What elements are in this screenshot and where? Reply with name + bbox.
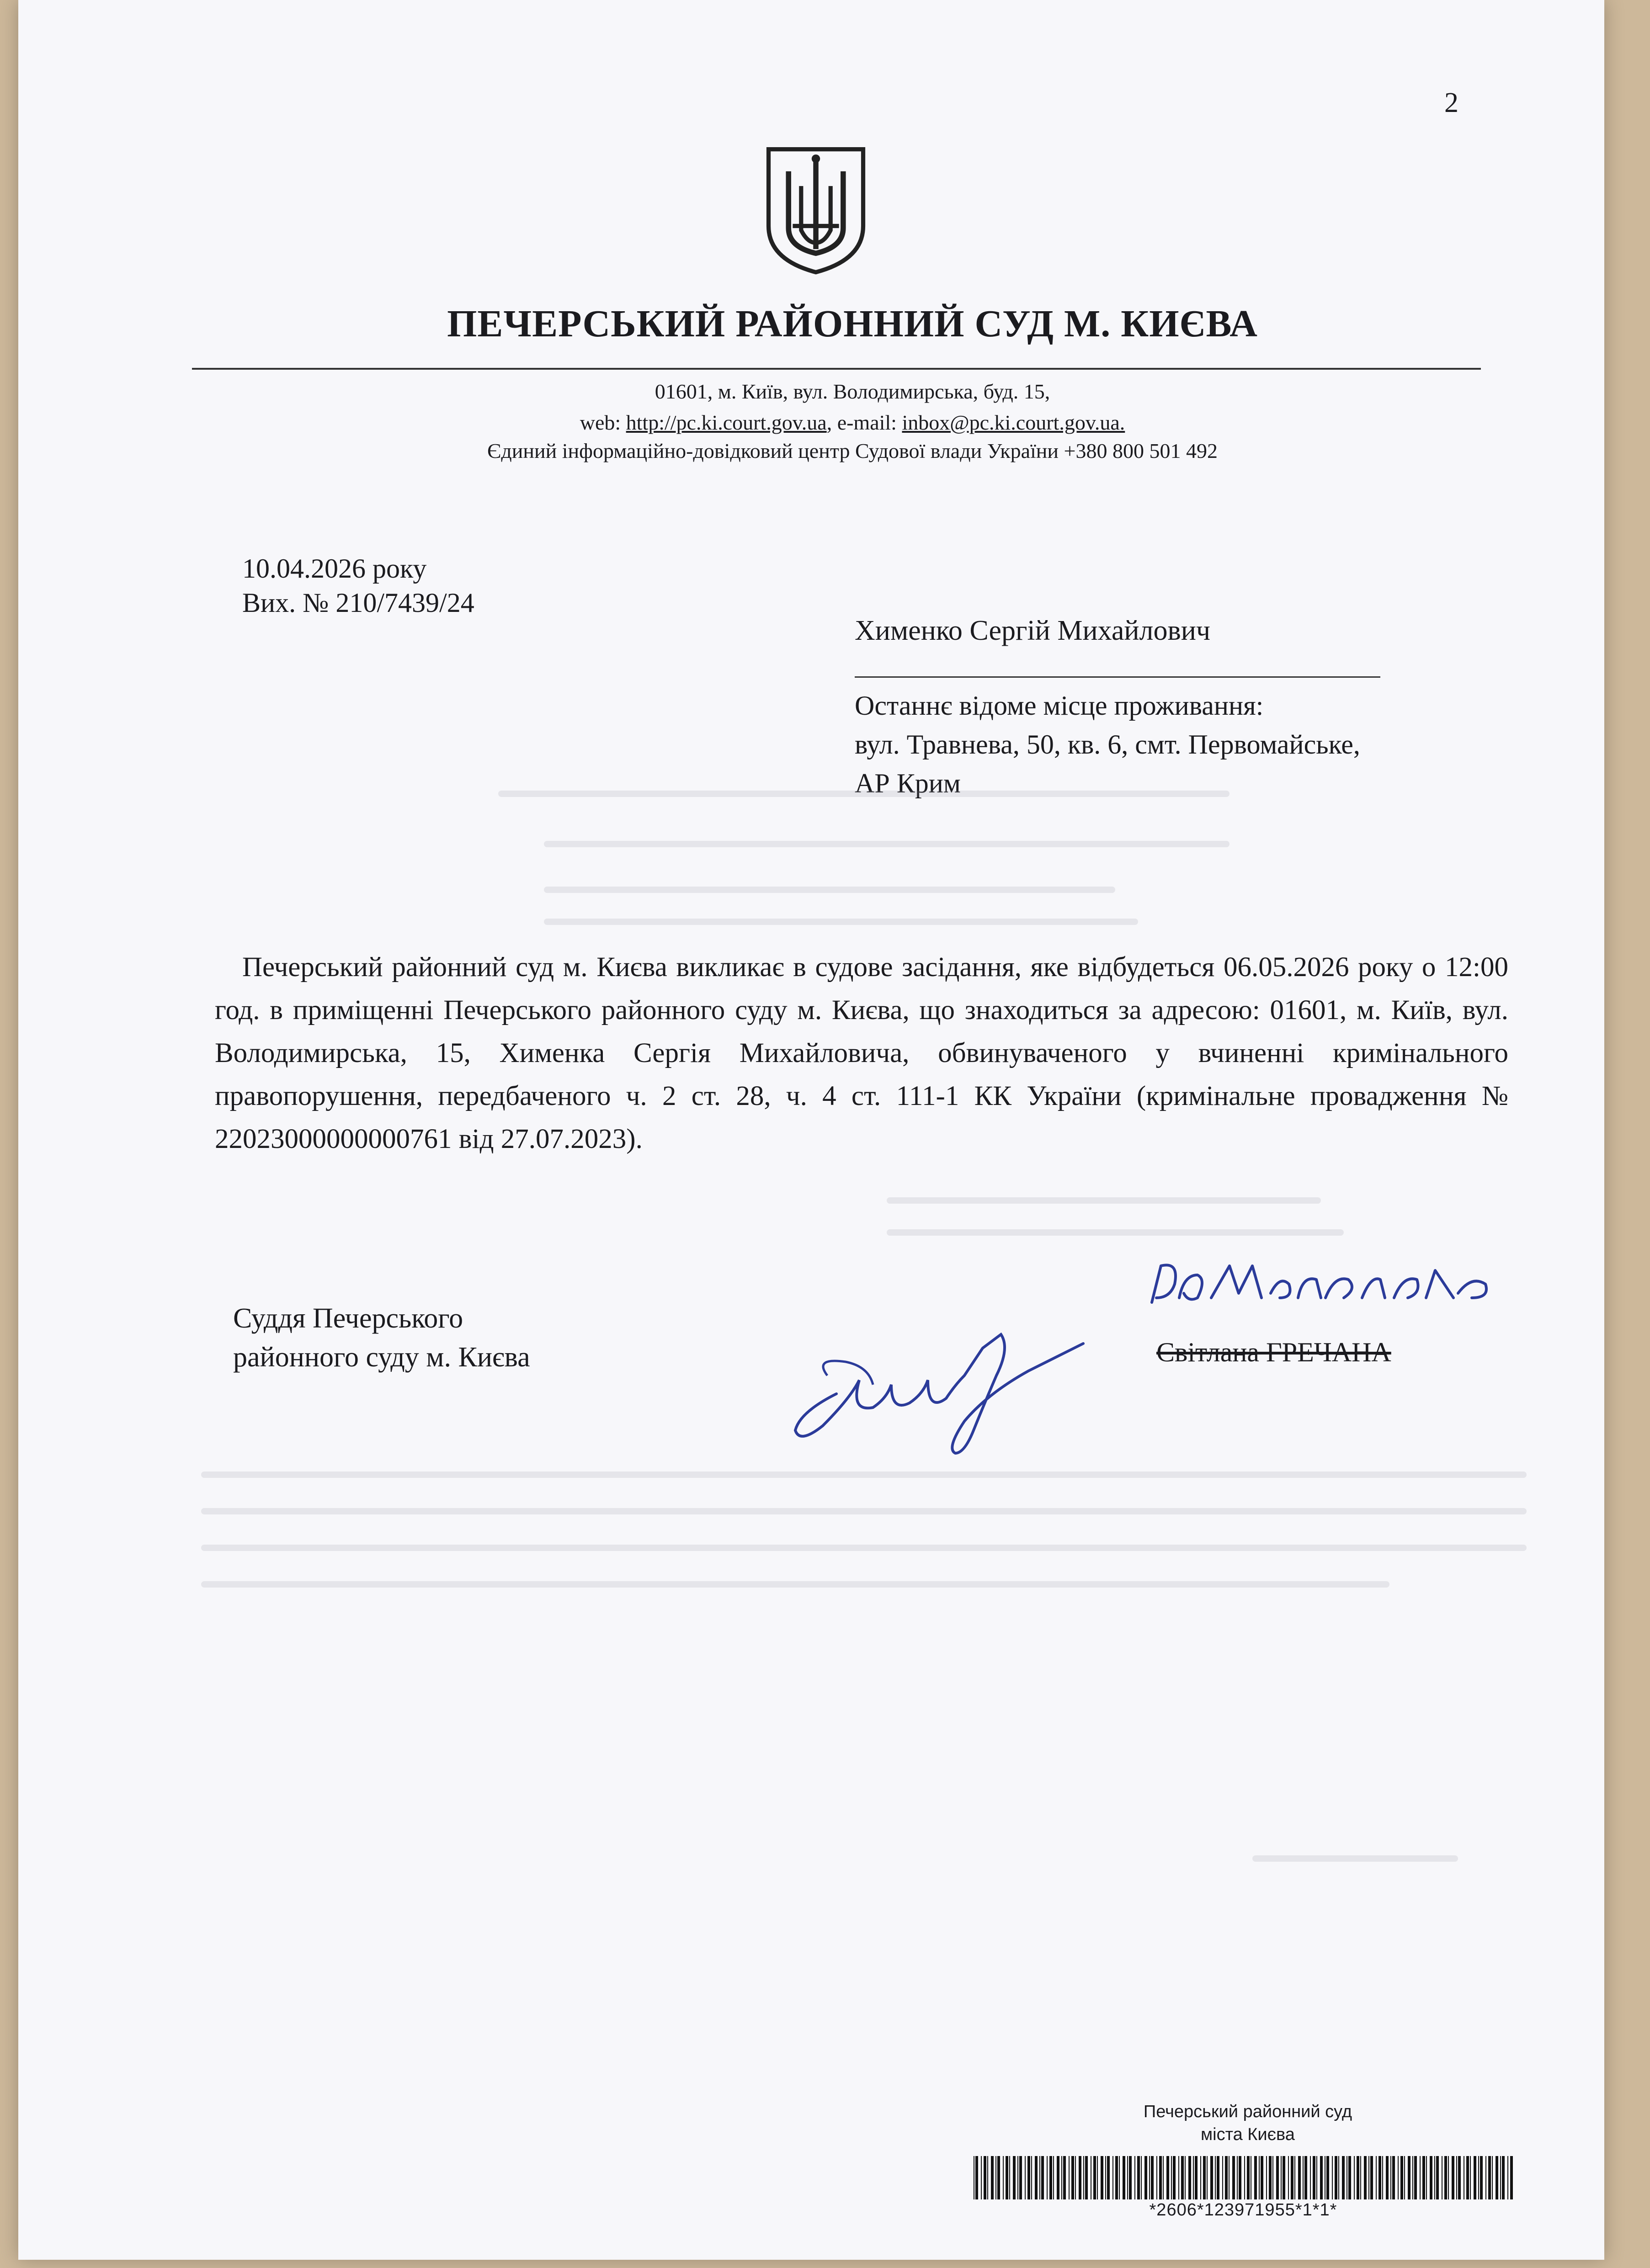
barcode-bar xyxy=(1181,2156,1184,2199)
barcode xyxy=(974,2156,1513,2199)
barcode-bar xyxy=(1049,2156,1052,2199)
bleed-through-line xyxy=(887,1229,1344,1236)
barcode-bar xyxy=(1097,2156,1098,2199)
barcode-bar xyxy=(1041,2156,1044,2199)
judge-title-line1: Суддя Печерського xyxy=(233,1303,463,1334)
barcode-bar xyxy=(1035,2156,1038,2199)
barcode-bar xyxy=(1466,2156,1469,2199)
barcode-bar xyxy=(1006,2156,1008,2199)
barcode-bar xyxy=(1414,2156,1417,2199)
barcode-bar xyxy=(1232,2156,1235,2199)
barcode-bar xyxy=(1039,2156,1040,2199)
barcode-bar xyxy=(1137,2156,1140,2199)
barcode-bar xyxy=(1101,2156,1103,2199)
barcode-bar xyxy=(1200,2156,1201,2199)
document-date: 10.04.2026 року xyxy=(242,553,427,584)
barcode-bar xyxy=(1019,2156,1022,2199)
barcode-bar xyxy=(1069,2156,1070,2199)
barcode-bar xyxy=(1134,2156,1135,2199)
barcode-bar xyxy=(1166,2156,1169,2199)
barcode-bar xyxy=(1304,2156,1307,2199)
barcode-bar xyxy=(1229,2156,1230,2199)
recipient-name: Хименко Сергій Михайлович xyxy=(855,615,1211,646)
barcode-bar xyxy=(1031,2156,1032,2199)
barcode-bar xyxy=(1348,2156,1351,2199)
barcode-bar xyxy=(1127,2156,1128,2199)
barcode-bar xyxy=(1500,2156,1501,2199)
bleed-through-line xyxy=(498,791,1230,797)
recipient-underline xyxy=(855,676,1380,678)
barcode-bar xyxy=(1404,2156,1405,2199)
document-sheet xyxy=(18,0,1604,2260)
barcode-bar xyxy=(1400,2156,1403,2199)
barcode-bar xyxy=(1298,2156,1301,2199)
bleed-through-line xyxy=(544,887,1115,893)
barcode-bar xyxy=(1452,2156,1454,2199)
barcode-bar xyxy=(1188,2156,1191,2199)
barcode-bar xyxy=(1360,2156,1361,2199)
barcode-bar xyxy=(1492,2156,1493,2199)
barcode-bar xyxy=(1269,2156,1272,2199)
last-known-address-label: Останнє відоме місце проживання: xyxy=(855,690,1264,721)
barcode-bar xyxy=(1119,2156,1120,2199)
barcode-bar xyxy=(1053,2156,1054,2199)
barcode-bar xyxy=(1027,2156,1030,2199)
recipient-street: вул. Травнева, 50, кв. 6, смт. Первомайське, xyxy=(855,729,1360,760)
barcode-bar xyxy=(1163,2156,1164,2199)
barcode-bar xyxy=(1412,2156,1413,2199)
barcode-bar xyxy=(1247,2156,1250,2199)
header-divider xyxy=(192,368,1481,370)
barcode-bar xyxy=(1141,2156,1142,2199)
barcode-bar xyxy=(981,2156,982,2199)
court-contacts xyxy=(110,410,1595,435)
barcode-bar xyxy=(1291,2156,1293,2199)
barcode-bar xyxy=(1144,2156,1147,2199)
barcode-bar xyxy=(984,2156,986,2199)
barcode-bar xyxy=(1422,2156,1425,2199)
bleed-through-line xyxy=(887,1197,1321,1204)
barcode-bar xyxy=(1364,2156,1367,2199)
summons-paragraph: Печерський районний суд м. Києва викликає в судове засідання, яке відбудеться 06.05.2026 року о 12:00 год. в приміщенні Печерського районного суду м. Києва, що знаходиться за адресою: 01601, м. Київ, вул. Володимирська, 15, Хименка Сергія Михайловича, обвинуваченого у вчиненні кримінального правопорушення, передбаченого ч. 2 ст. 28, ч. 4 ст. 111-1 КК України (кримінальне провадження № 22023000000000761 від 27.07.2023). xyxy=(215,952,1508,1154)
barcode-bar xyxy=(1173,2156,1176,2199)
barcode-bar xyxy=(1507,2156,1508,2199)
barcode-bar xyxy=(1430,2156,1432,2199)
barcode-number: *2606*123971955*1*1* xyxy=(1149,2200,1337,2220)
barcode-bar xyxy=(1185,2156,1186,2199)
recipient-region: АР Крим xyxy=(855,768,961,798)
barcode-bar xyxy=(1376,2156,1377,2199)
barcode-bar xyxy=(987,2156,988,2199)
barcode-bar xyxy=(1480,2156,1483,2199)
barcode-bar xyxy=(1456,2156,1457,2199)
barcode-bar xyxy=(1079,2156,1081,2199)
bleed-through-line xyxy=(201,1508,1527,1514)
barcode-bar xyxy=(1436,2156,1439,2199)
barcode-bar xyxy=(1310,2156,1311,2199)
barcode-bar xyxy=(1354,2156,1355,2199)
barcode-bar xyxy=(1112,2156,1113,2199)
barcode-bar xyxy=(1426,2156,1427,2199)
barcode-bar xyxy=(1408,2156,1410,2199)
barcode-bar xyxy=(995,2156,996,2199)
barcode-bar xyxy=(991,2156,994,2199)
barcode-bar xyxy=(1261,2156,1263,2199)
barcode-bar xyxy=(1382,2156,1383,2199)
handwritten-name xyxy=(1143,1248,1499,1325)
bleed-through-line xyxy=(201,1545,1527,1551)
barcode-bar xyxy=(1444,2156,1447,2199)
barcode-bar xyxy=(1386,2156,1389,2199)
bleed-through-line xyxy=(1252,1855,1458,1862)
barcode-bar xyxy=(1370,2156,1373,2199)
coat-of-arms-icon xyxy=(763,144,868,276)
barcode-bar xyxy=(1288,2156,1289,2199)
barcode-bar xyxy=(1458,2156,1461,2199)
barcode-bar xyxy=(1225,2156,1228,2199)
barcode-bar xyxy=(1105,2156,1106,2199)
barcode-bar xyxy=(1210,2156,1213,2199)
page-number: 2 xyxy=(1444,87,1458,118)
barcode-bar xyxy=(1338,2156,1339,2199)
barcode-bar xyxy=(1215,2156,1216,2199)
barcode-bar xyxy=(1025,2156,1026,2199)
barcode-bar xyxy=(1003,2156,1004,2199)
barcode-bar xyxy=(1276,2156,1279,2199)
barcode-bar xyxy=(1123,2156,1125,2199)
barcode-bar xyxy=(1474,2156,1476,2199)
barcode-bar xyxy=(1320,2156,1323,2199)
barcode-bar xyxy=(1156,2156,1157,2199)
barcode-bar xyxy=(1063,2156,1066,2199)
barcode-bar xyxy=(1239,2156,1241,2199)
summons-body xyxy=(215,946,1508,1161)
barcode-bar xyxy=(1178,2156,1179,2199)
barcode-bar xyxy=(1203,2156,1206,2199)
barcode-bar xyxy=(1448,2156,1449,2199)
barcode-bar xyxy=(1149,2156,1150,2199)
stamp-court-name: Печерський районний суд xyxy=(1143,2102,1352,2121)
barcode-bar xyxy=(1368,2156,1369,2199)
barcode-bar xyxy=(1207,2156,1208,2199)
barcode-bar xyxy=(1047,2156,1048,2199)
barcode-bar xyxy=(1357,2156,1359,2199)
outgoing-number: Вих. № 210/7439/24 xyxy=(242,588,474,618)
barcode-bar xyxy=(1009,2156,1010,2199)
barcode-bar xyxy=(1332,2156,1333,2199)
barcode-bar xyxy=(1485,2156,1486,2199)
barcode-bar xyxy=(1510,2156,1513,2199)
barcode-bar xyxy=(1266,2156,1267,2199)
barcode-bar xyxy=(1254,2156,1257,2199)
barcode-bar xyxy=(1316,2156,1317,2199)
barcode-bar xyxy=(975,2156,978,2199)
barcode-bar xyxy=(1420,2156,1421,2199)
barcode-bar xyxy=(1342,2156,1345,2199)
barcode-bar xyxy=(1075,2156,1076,2199)
barcode-bar xyxy=(1335,2156,1337,2199)
barcode-bar xyxy=(1434,2156,1435,2199)
barcode-bar xyxy=(1057,2156,1059,2199)
barcode-bar xyxy=(1259,2156,1260,2199)
barcode-bar xyxy=(1379,2156,1381,2199)
barcode-bar xyxy=(1193,2156,1194,2199)
barcode-bar xyxy=(1326,2156,1329,2199)
barcode-bar xyxy=(1478,2156,1479,2199)
email-link[interactable]: inbox@pc.ki.court.gov.ua. xyxy=(902,411,1125,434)
barcode-bar xyxy=(1222,2156,1223,2199)
bleed-through-line xyxy=(201,1471,1527,1478)
barcode-bar xyxy=(1390,2156,1391,2199)
barcode-bar xyxy=(1470,2156,1471,2199)
email-label: , e-mail: xyxy=(826,411,902,434)
barcode-bar xyxy=(1392,2156,1395,2199)
barcode-bar xyxy=(1017,2156,1018,2199)
barcode-bar xyxy=(1071,2156,1074,2199)
barcode-bar xyxy=(1488,2156,1491,2199)
barcode-bar xyxy=(1159,2156,1162,2199)
barcode-bar xyxy=(1129,2156,1132,2199)
barcode-bar xyxy=(1171,2156,1172,2199)
court-title: ПЕЧЕРСЬКИЙ РАЙОННИЙ СУД М. КИЄВА xyxy=(447,303,1258,345)
barcode-bar xyxy=(1313,2156,1315,2199)
barcode-bar xyxy=(997,2156,1000,2199)
barcode-bar xyxy=(1496,2156,1498,2199)
barcode-bar xyxy=(1083,2156,1084,2199)
bleed-through-line xyxy=(544,919,1138,925)
barcode-bar xyxy=(1283,2156,1285,2199)
barcode-bar xyxy=(1013,2156,1016,2199)
barcode-bar xyxy=(1294,2156,1295,2199)
barcode-bar xyxy=(1151,2156,1154,2199)
barcode-bar xyxy=(1237,2156,1238,2199)
barcode-bar xyxy=(1398,2156,1399,2199)
barcode-bar xyxy=(1303,2156,1304,2199)
barcode-bar xyxy=(1272,2156,1273,2199)
barcode-bar xyxy=(1107,2156,1110,2199)
barcode-bar xyxy=(1093,2156,1096,2199)
barcode-bar xyxy=(1115,2156,1118,2199)
info-center: Єдиний інформаційно-довідковий центр Судової влади України +380 800 501 492 xyxy=(487,439,1218,462)
barcode-bar xyxy=(1502,2156,1505,2199)
stamp-city: міста Києва xyxy=(1201,2125,1295,2144)
handwritten-signature xyxy=(782,1293,1092,1467)
bleed-through-line xyxy=(201,1581,1389,1588)
web-link[interactable]: http://pc.ki.court.gov.ua xyxy=(626,411,827,434)
court-address: 01601, м. Київ, вул. Володимирська, буд. 15, xyxy=(655,380,1050,403)
barcode-bar xyxy=(1244,2156,1245,2199)
bleed-through-line xyxy=(544,841,1230,847)
barcode-bar xyxy=(1217,2156,1219,2199)
barcode-bar xyxy=(1061,2156,1062,2199)
web-label: web: xyxy=(580,411,626,434)
judge-title-line2: районного суду м. Києва xyxy=(233,1342,530,1373)
barcode-bar xyxy=(1085,2156,1088,2199)
judge-name: Світлана ГРЕЧАНА xyxy=(1156,1337,1391,1367)
barcode-bar xyxy=(1281,2156,1282,2199)
barcode-bar xyxy=(1195,2156,1198,2199)
